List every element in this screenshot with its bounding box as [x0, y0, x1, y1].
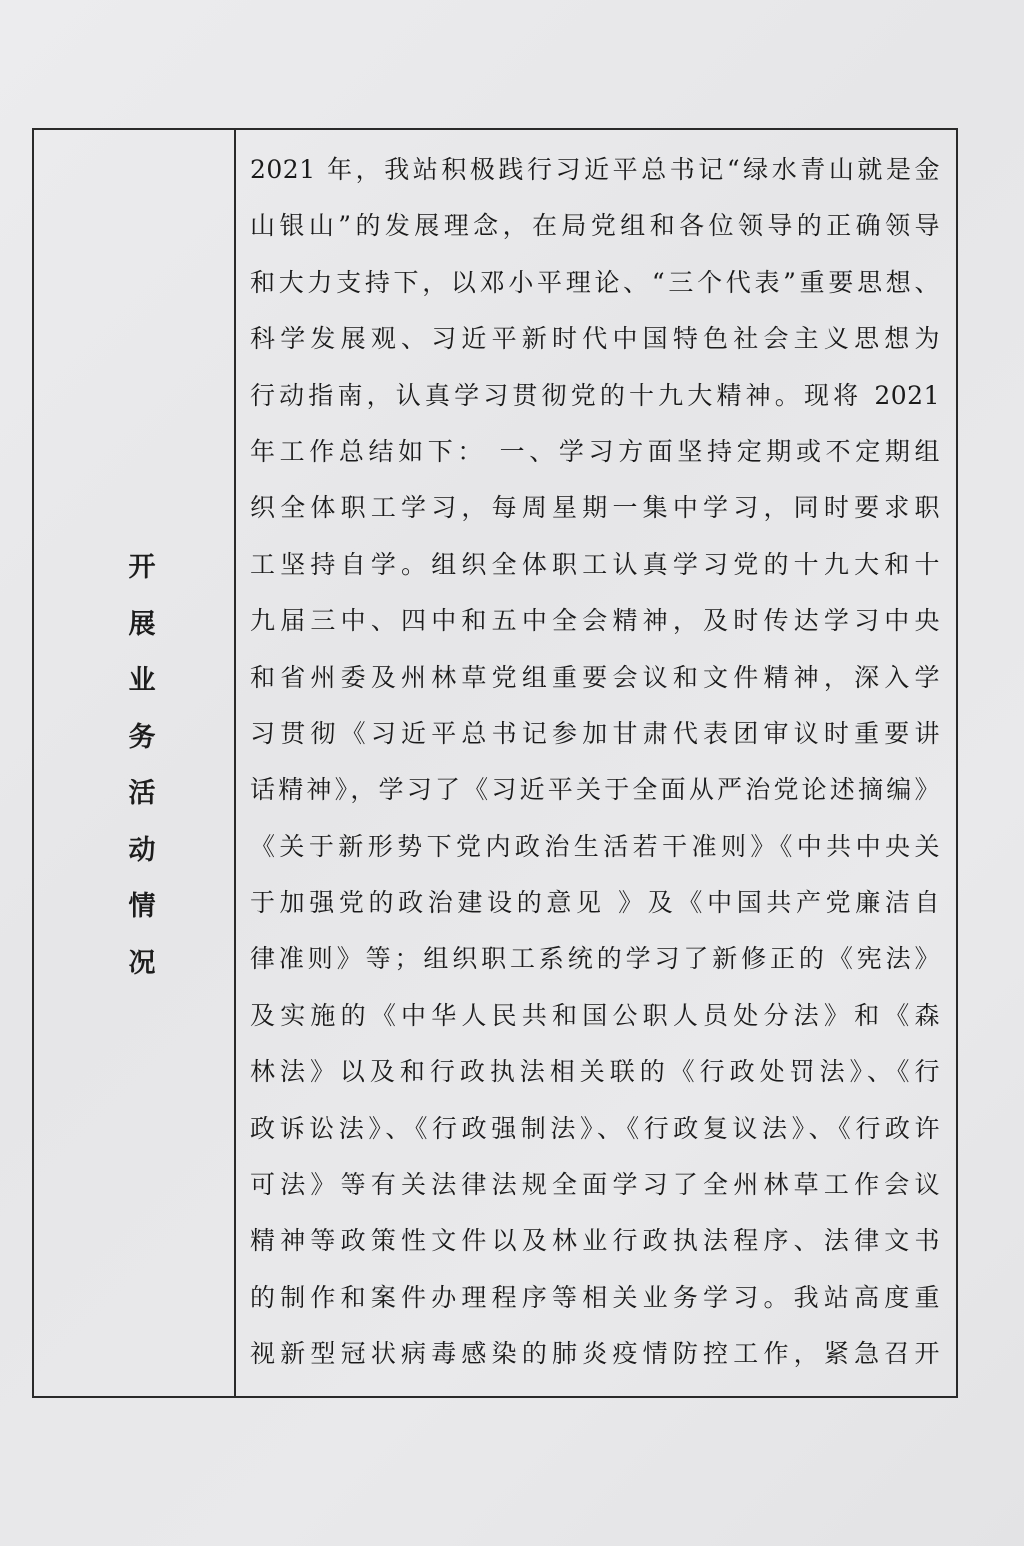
body-line: 的制作和案件办理程序等相关业务学习。我站高度重: [250, 1282, 940, 1312]
body-line: 织全体职工学习，每周星期一集中学习，同时要求职: [250, 493, 940, 523]
body-line: 科学发展观、习近平新时代中国特色社会主义思想为: [250, 324, 940, 354]
body-line: 九届三中、四中和五中全会精神，及时传达学习中央: [250, 606, 940, 636]
body-line: 习贯彻《习近平总书记参加甘肃代表团审议时重要讲: [250, 718, 940, 748]
body-line: 2021 年，我站积极践行习近平总书记“绿水青山就是金: [250, 155, 940, 184]
body-line: 山银山”的发展理念，在局党组和各位领导的正确领导: [250, 211, 940, 241]
body-line: 《关于新形势下党内政治生活若干准则》《中共中央关: [250, 831, 940, 861]
body-line: 年工作总结如下： 一、学习方面坚持定期或不定期组: [250, 436, 940, 466]
body-line: 及实施的《中华人民共和国公职人员处分法》和《森: [250, 1000, 940, 1030]
body-line: 于加强党的政治建设的意见 》及《中国共产党廉洁自: [250, 888, 940, 918]
section-label: 开展业务活动情况: [128, 552, 156, 979]
body-line: 行动指南，认真学习贯彻党的十九大精神。现将 2021: [250, 380, 940, 410]
body-line: 和省州委及州林草党组重要会议和文件精神，深入学: [250, 662, 940, 692]
body-line: 律准则》等；组织职工系统的学习了新修正的《宪法》: [250, 944, 940, 974]
body-line: 工坚持自学。组织全体职工认真学习党的十九大和十: [250, 549, 940, 579]
body-line: 可法》等有关法律法规全面学习了全州林草工作会议: [250, 1170, 940, 1200]
body-line: 政诉讼法》、《行政强制法》、《行政复议法》、《行政许: [250, 1113, 940, 1143]
body-line: 话精神》，学习了《习近平关于全面从严治党论述摘编》: [250, 775, 940, 805]
section-body: [250, 142, 940, 1383]
body-line: 和大力支持下，以邓小平理论、“三个代表”重要思想、: [250, 267, 940, 297]
body-line: 林法》以及和行政执法相关联的《行政处罚法》、《行: [250, 1057, 940, 1087]
body-line: 视新型冠状病毒感染的肺炎疫情防控工作，紧急召开: [250, 1339, 940, 1369]
body-line: 精神等政策性文件以及林业行政执法程序、法律文书: [250, 1226, 940, 1256]
